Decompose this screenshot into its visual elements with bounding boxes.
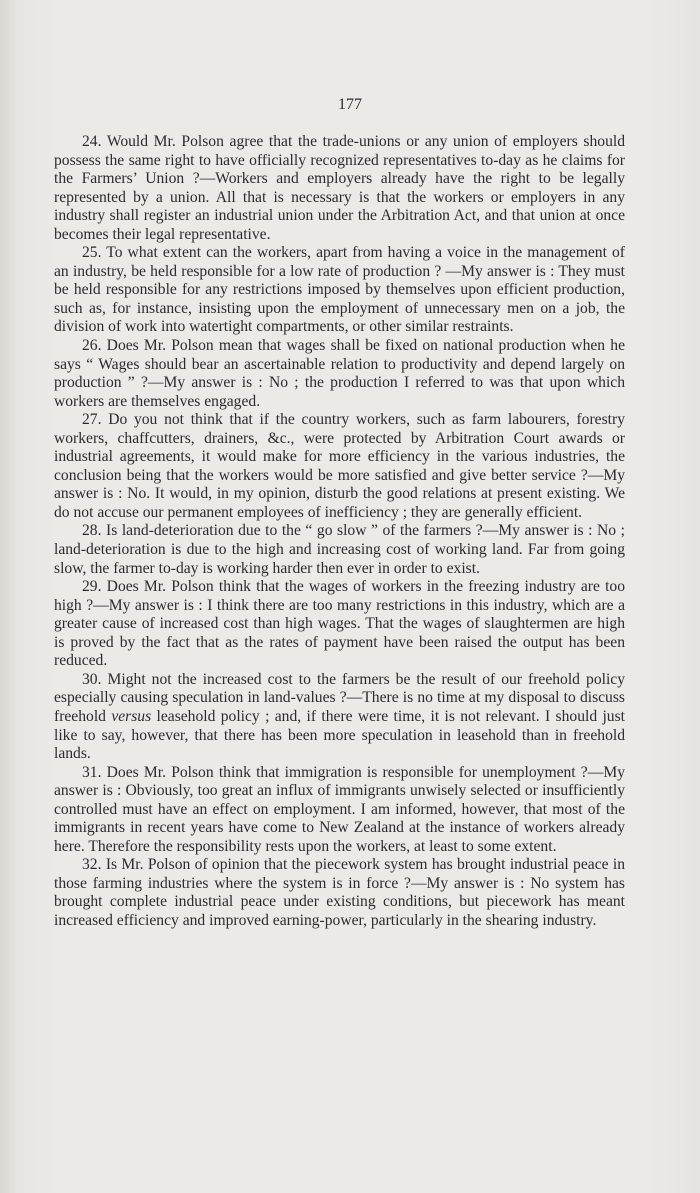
- paragraph-27: [54, 411, 625, 522]
- paragraph-text: 26. Does Mr. Polson mean that wages shall be fixed on national production when he says “ Wages should bear an ascertainable relation to productivity and depend largely on production ” ?—My answer is : No ; the production I referred to was that upon which workers are themselves engaged.: [54, 337, 625, 410]
- paragraph-24: [54, 133, 625, 244]
- paragraph-text: 30. Might not the increased cost to the farmers be the result of our freehold policy especially causing speculation in land-values ?—There is no time at my disposal to discuss freehold: [54, 670, 625, 725]
- paragraph-25: [54, 244, 625, 337]
- paragraph-text: 27. Do you not think that if the country workers, such as farm labourers, forestry workers, chaffcutters, drainers, &c., were protected by Arbitration Court awards or industrial agreements, it would make for more efficiency in the various industries, the conclusion being that the workers would be more satisfied and give better service ?—My answer is : No. It would, in my opinion, disturb the good relations at present existing. We do not accuse our permanent employees of inefficiency ; they are generally efficient.: [54, 411, 625, 521]
- paragraph-text: 29. Does Mr. Polson think that the wages of workers in the freezing industry are too high ?—My answer is : I think there are too many restrictions in this industry, which are a greater cause of increased cost than high wages. That the wages of slaughtermen are high is proved by the fact that as the rates of payment have been raised the output has been reduced.: [54, 578, 625, 670]
- paragraph-text: 24. Would Mr. Polson agree that the trade-unions or any union of employers should possess the same right to have officially recognized representatives to-day as he claims for the Farmers’ Union ?—Workers and employers already have the right to be legally represented by a union. All that is necessary is that the workers or employers in any industry shall register an industrial union under the Arbitration Act, and that union at once becomes their legal representative.: [54, 133, 625, 243]
- paragraph-emphasis: versus: [111, 707, 152, 725]
- paragraph-29: [54, 578, 625, 671]
- page-number: 177: [338, 96, 362, 113]
- paragraph-28: [54, 522, 625, 578]
- paragraph-text: 28. Is land-deterioration due to the “ go slow ” of the farmers ?—My answer is : No ; land-deterioration is due to the high and increasing cost of working land. Far from going slow, the farmer to-day is working harder then ever in order to exist.: [54, 522, 625, 577]
- paragraph-text: 32. Is Mr. Polson of opinion that the piecework system has brought industrial peace in those farming industries where the system is in force ?—My answer is : No system has brought complete industrial peace under existing conditions, but piecework has meant increased efficiency and improved earning-power, particularly in the shearing industry.: [54, 856, 625, 929]
- paragraph-32: [54, 856, 625, 930]
- paragraph-31: [54, 764, 625, 857]
- paragraph-text: 25. To what extent can the workers, apart from having a voice in the management of an industry, be held responsible for a low rate of production ? —My answer is : They must be held responsible for any restrictions imposed by themselves upon efficient production, such as, for instance, insisting upon the employment of unnecessary men on a job, the division of work into watertight compartments, or other similar restraints.: [54, 244, 625, 336]
- paragraph-text: leasehold policy ; and, if there were time, it is not relevant. I should just like to say, however, that there has been more speculation in leasehold than in freehold lands.: [54, 707, 626, 763]
- paragraph-text: 31. Does Mr. Polson think that immigration is responsible for unemployment ?—My answer is : Obviously, too great an influx of immigrants unwisely selected or insufficiently controlled must have an effect on employment. I am informed, however, that most of the immigrants in recent years have come to New Zealand at the instance of workers already here. Therefore the responsibility rests upon the workers, at least to some extent.: [54, 763, 625, 855]
- body-text: [54, 133, 625, 931]
- paragraph-30: [54, 671, 625, 764]
- paragraph-26: [54, 337, 625, 411]
